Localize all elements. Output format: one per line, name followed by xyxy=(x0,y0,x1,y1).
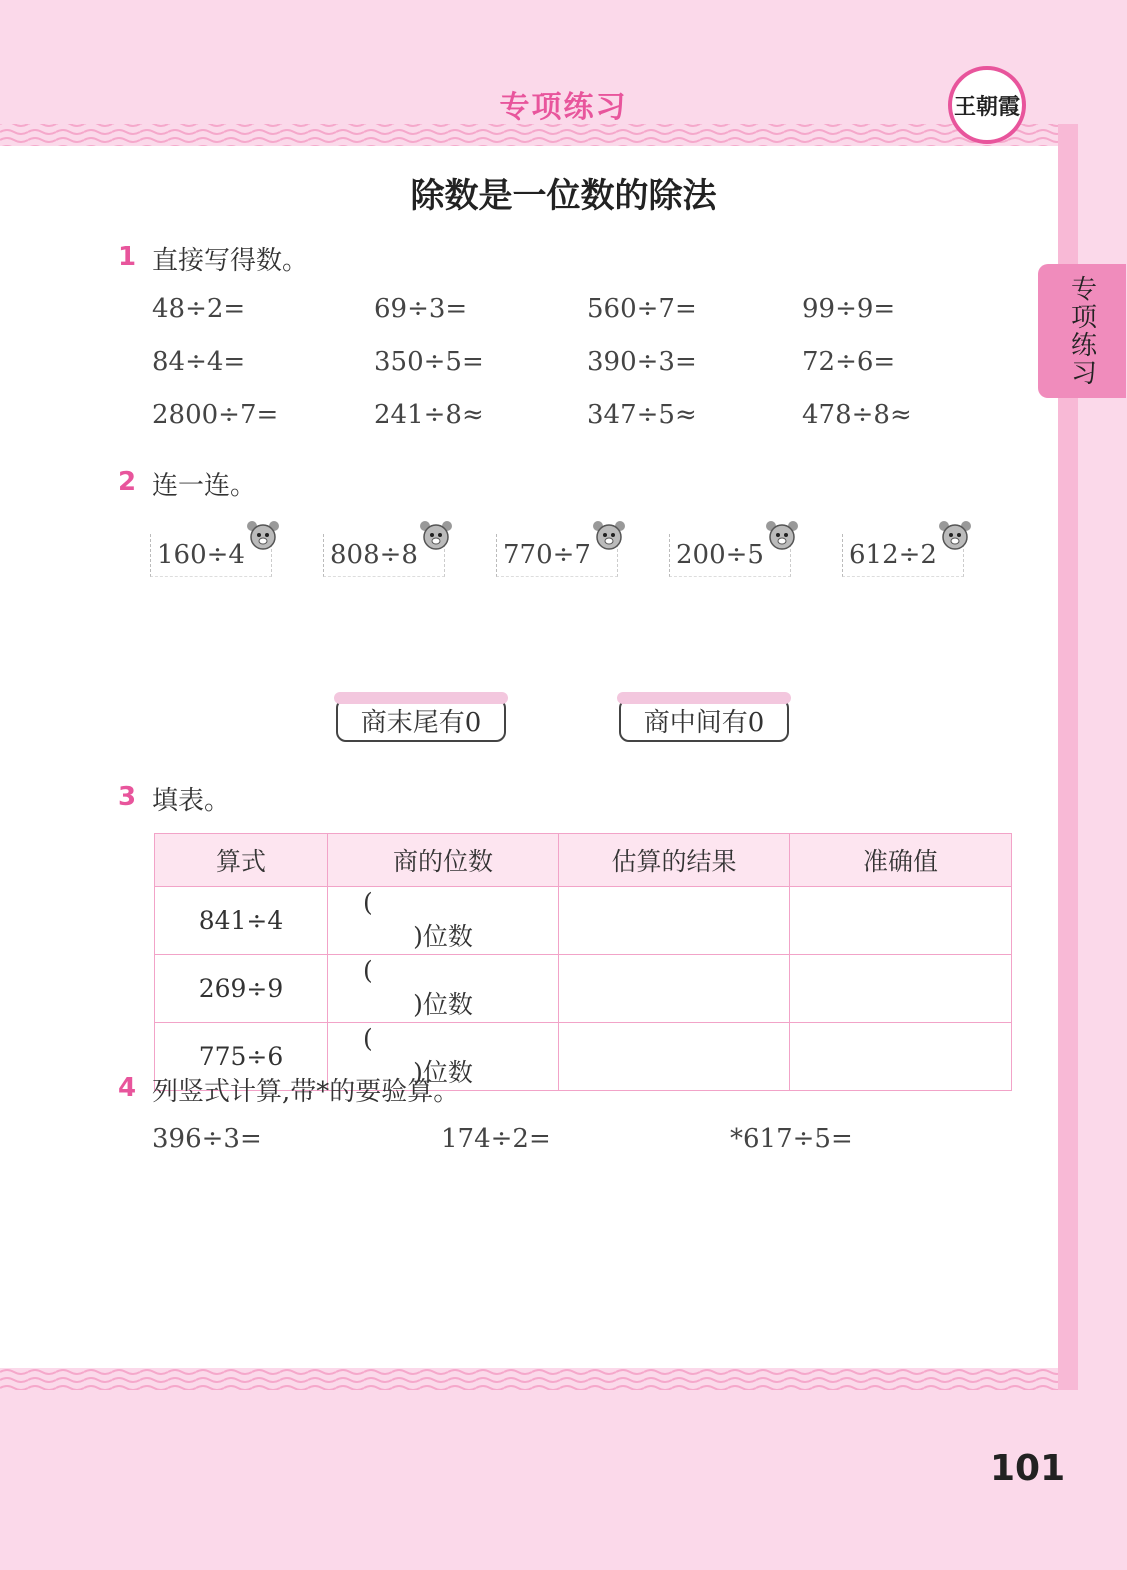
match-label-trailing-zero[interactable] xyxy=(336,698,506,742)
table-cell-estimate[interactable] xyxy=(559,1023,790,1091)
q1-item: 347÷5≈ xyxy=(587,400,697,430)
match-card-expr: 160÷4 xyxy=(157,540,245,570)
question-4-instruction: 列竖式计算,带*的要验算。 xyxy=(152,1077,460,1107)
page-title: 除数是一位数的除法 xyxy=(410,176,717,216)
match-label-middle-zero[interactable] xyxy=(619,698,789,742)
q1-item: 69÷3= xyxy=(374,294,468,324)
table-cell-digits[interactable] xyxy=(328,887,559,955)
question-2-instruction: 连一连。 xyxy=(152,471,257,501)
table-cell-expr: 841÷4 xyxy=(155,887,328,955)
q1-item: 350÷5= xyxy=(374,347,484,377)
digits-suffix: )位数 xyxy=(413,922,473,951)
q4-item: *617÷5= xyxy=(730,1124,853,1154)
question-1-number: 1 xyxy=(118,242,137,272)
paren-open: ( xyxy=(363,888,373,917)
match-card-expr: 200÷5 xyxy=(676,540,764,570)
table-cell-exact[interactable] xyxy=(790,955,1012,1023)
table-header: 商的位数 xyxy=(328,834,559,887)
table-cell-estimate[interactable] xyxy=(559,887,790,955)
table-header: 准确值 xyxy=(790,834,1012,887)
match-card-expr: 808÷8 xyxy=(330,540,418,570)
content-panel xyxy=(0,146,1058,1368)
q1-item: 48÷2= xyxy=(152,294,246,324)
q4-item: 396÷3= xyxy=(152,1124,262,1154)
paren-open: ( xyxy=(363,1024,373,1053)
header-title: 专项练习 xyxy=(499,90,628,125)
bear-icon xyxy=(765,520,799,550)
match-card-expr: 770÷7 xyxy=(503,540,591,570)
table-cell-estimate[interactable] xyxy=(559,955,790,1023)
q1-item: 241÷8≈ xyxy=(374,400,484,430)
question-3-number: 3 xyxy=(118,782,137,812)
digits-suffix: )位数 xyxy=(413,990,473,1019)
bear-icon xyxy=(246,520,280,550)
table-cell-expr: 775÷6 xyxy=(155,1023,328,1091)
q1-item: 72÷6= xyxy=(802,347,896,377)
match-label-text: 商末尾有0 xyxy=(360,707,482,738)
fill-table xyxy=(154,833,1012,1091)
side-tab-label: 专项练习 xyxy=(1066,275,1097,387)
table-row xyxy=(155,887,1012,955)
table-header: 算式 xyxy=(155,834,328,887)
question-3-instruction: 填表。 xyxy=(152,786,231,816)
question-1-instruction: 直接写得数。 xyxy=(152,246,309,276)
paren-open: ( xyxy=(363,956,373,985)
q1-item: 84÷4= xyxy=(152,347,246,377)
side-tab[interactable] xyxy=(1038,264,1126,398)
question-2-number: 2 xyxy=(118,467,137,497)
bear-icon xyxy=(419,520,453,550)
table-cell-exact[interactable] xyxy=(790,887,1012,955)
table-cell-exact[interactable] xyxy=(790,1023,1012,1091)
digits-suffix: )位数 xyxy=(413,1058,473,1087)
match-card-expr: 612÷2 xyxy=(849,540,937,570)
q1-item: 2800÷7= xyxy=(152,400,279,430)
q4-item: 174÷2= xyxy=(441,1124,551,1154)
table-row xyxy=(155,955,1012,1023)
q1-item: 99÷9= xyxy=(802,294,896,324)
brand-logo: 王朝霞 xyxy=(948,66,1026,144)
question-4-number: 4 xyxy=(118,1073,137,1103)
table-header: 估算的结果 xyxy=(559,834,790,887)
bear-icon xyxy=(592,520,626,550)
table-cell-expr: 269÷9 xyxy=(155,955,328,1023)
q1-item: 390÷3= xyxy=(587,347,697,377)
page-number: 101 xyxy=(990,1448,1066,1489)
bear-icon xyxy=(938,520,972,550)
match-label-text: 商中间有0 xyxy=(643,707,765,738)
q1-item: 560÷7= xyxy=(587,294,697,324)
q1-item: 478÷8≈ xyxy=(802,400,912,430)
table-cell-digits[interactable] xyxy=(328,955,559,1023)
